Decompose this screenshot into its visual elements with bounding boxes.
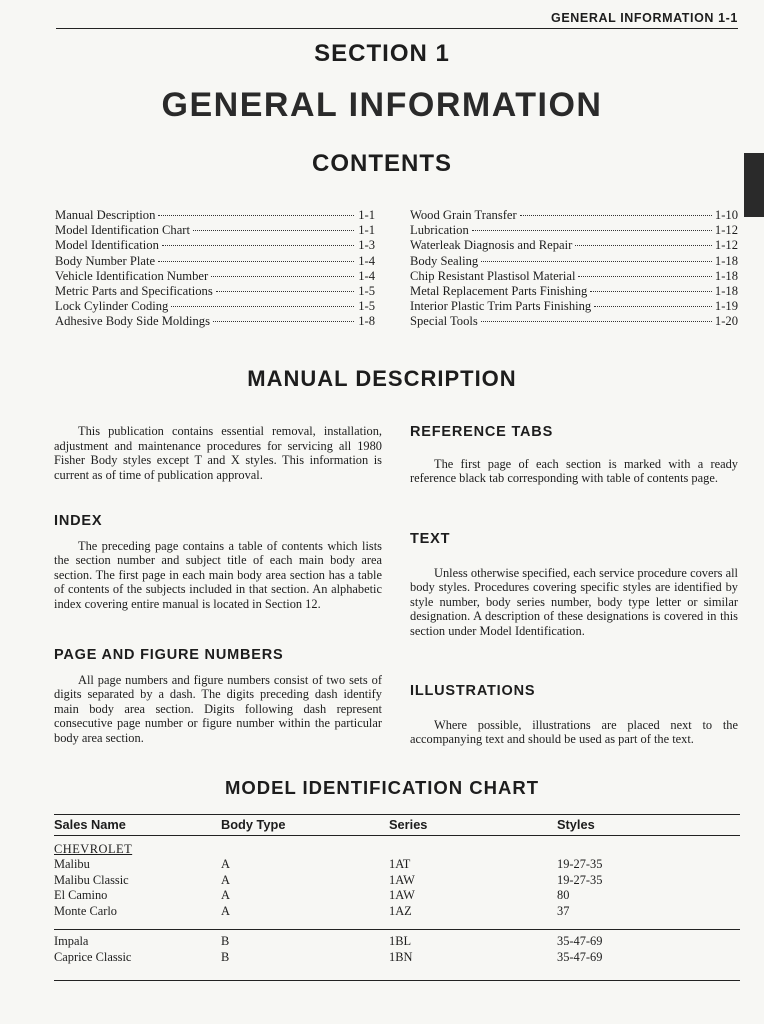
sales-name-cell: El Camino [54,888,108,903]
reference-tabs-text: The first page of each section is marked with a ready reference black tab corresponding with table of contents page. [410,456,738,486]
styles-cell: 35-47-69 [557,934,603,949]
table-row [54,934,740,950]
chart-header-rule [54,835,740,836]
chart-header-row [54,815,740,835]
toc-entry-label: Lock Cylinder Coding [55,299,169,314]
toc-leader-dots [590,291,712,292]
toc-entry [55,254,375,269]
toc-leader-dots [193,230,354,231]
section-title: GENERAL INFORMATION [161,86,603,124]
index-text: The preceding page contains a table of contents which lists the section number and subject title of each main body area section. The first page in each main body area section has a table of contents of the subjects included in that section. An alphabetic index covering entire manual is located in Section 12. [54,538,382,611]
toc-entry-label: Waterleak Diagnosis and Repair [410,238,573,253]
toc-entry [410,223,738,238]
header-body-type: Body Type [221,817,286,832]
toc-leader-dots [520,215,712,216]
body-type-cell: A [221,903,230,918]
toc-entry-page: 1-1 [358,223,375,238]
toc-leader-dots [162,245,354,246]
chart-group-a [54,857,740,919]
intro-text: This publication contains essential removal, installation, adjustment and maintenance procedures for servicing all 1980 Fisher Body styles except T and X styles. This information is current as of time of publication approval. [54,424,382,482]
intro-paragraph [54,424,382,482]
table-row [54,904,740,920]
page-figure-heading: PAGE AND FIGURE NUMBERS [54,647,284,663]
toc-entry [410,269,738,284]
model-identification-chart [54,814,740,981]
toc-entry [55,299,375,314]
text-text: Unless otherwise specified, each service procedure covers all body styles. Procedures covering specific styles are identified by style number, body series number, body type letter or similar designation. A description of these designations is covered in this section under Model Identification. [410,565,738,638]
toc-entry-label: Model Identification [55,238,159,253]
body-type-cell: A [221,888,230,903]
toc-entry-label: Interior Plastic Trim Parts Finishing [410,299,592,314]
toc-entry-label: Metal Replacement Parts Finishing [410,284,588,299]
toc-leader-dots [171,306,354,307]
series-cell: 1BL [389,934,412,949]
sales-name-cell: Malibu Classic [54,872,129,887]
series-cell: 1AW [389,888,415,903]
toc-entry-page: 1-19 [714,299,738,314]
illustrations-heading: ILLUSTRATIONS [410,683,536,699]
toc-entry [410,208,738,223]
toc-entry-page: 1-3 [358,238,375,253]
body-type-cell: B [221,934,230,949]
sales-name-cell: Caprice Classic [54,949,132,964]
styles-cell: 80 [557,888,570,903]
toc-entry-page: 1-12 [714,238,738,253]
text-section [410,532,738,639]
toc-left-column [55,208,375,330]
running-head [56,10,738,29]
toc-leader-dots [213,321,354,322]
table-row [54,950,740,966]
toc-entry-label: Metric Parts and Specifications [55,284,213,299]
toc-leader-dots [158,215,354,216]
toc-entry-label: Body Sealing [410,253,479,268]
text-heading: TEXT [410,531,451,547]
styles-cell: 19-27-35 [557,857,603,871]
header-series: Series [389,817,428,832]
body-type-cell: A [221,872,230,887]
toc-entry-page: 1-1 [358,208,375,222]
toc-entry [55,208,375,223]
header-styles: Styles [557,817,595,832]
toc-entry-label: Special Tools [410,314,478,329]
toc-entry-label: Adhesive Body Side Moldings [55,314,210,329]
chart-group-rule [54,929,740,930]
toc-entry-label: Model Identification Chart [55,223,190,238]
sales-name-cell: Malibu [54,857,90,871]
section-number: SECTION 1 [314,40,450,67]
toc-entry [410,314,738,329]
toc-entry-label: Lubrication [410,223,469,238]
index-heading: INDEX [54,513,103,529]
toc-entry-page: 1-5 [358,299,375,314]
index-section [54,514,382,612]
page-figure-section [54,648,382,746]
toc-entry-label: Body Number Plate [55,253,156,268]
body-type-cell: B [221,949,230,964]
toc-entry-page: 1-8 [358,314,375,329]
toc-leader-dots [216,291,354,292]
illustrations-section [410,684,738,747]
toc-entry-page: 1-18 [714,253,738,268]
reference-tabs-heading: REFERENCE TABS [410,424,554,440]
toc-entry [410,238,738,253]
toc-entry-label: Chip Resistant Plastisol Material [410,268,576,283]
toc-leader-dots [211,276,354,277]
toc-leader-dots [481,321,712,322]
page-figure-text: All page numbers and figure numbers consist of two sets of digits separated by a dash. The digits preceding dash identify main body area section. Digits following dash represent consecutive page number or figure number within the particular body area section. [54,672,382,745]
toc-entry [55,269,375,284]
manual-description-title: MANUAL DESCRIPTION [247,366,517,391]
illustrations-text: Where possible, illustrations are placed next to the accompanying text and should be used as part of the text. [410,717,738,747]
toc-entry-page: 1-18 [714,284,738,299]
styles-cell: 37 [557,903,570,918]
series-cell: 1AW [389,872,415,887]
toc-entry-label: Wood Grain Transfer [410,208,517,222]
toc-entry [410,284,738,299]
toc-leader-dots [578,276,711,277]
toc-entry-label: Manual Description [55,208,156,222]
toc-leader-dots [481,261,712,262]
series-cell: 1BN [389,949,413,964]
sales-name-cell: Impala [54,934,89,949]
toc-entry [55,284,375,299]
toc-entry-page: 1-4 [358,253,375,268]
toc-entry [55,238,375,253]
header-sales-name: Sales Name [54,817,126,832]
toc-entry-label: Vehicle Identification Number [55,268,209,283]
toc-entry-page: 1-5 [358,284,375,299]
toc-entry [55,223,375,238]
chart-group-b [54,934,740,965]
running-head-text: GENERAL INFORMATION 1-1 [551,11,738,25]
chart-bottom-rule [54,980,740,981]
toc-entry-page: 1-10 [714,208,738,222]
model-chart-title: MODEL IDENTIFICATION CHART [224,777,540,798]
toc-right-column [410,208,738,330]
toc-entry-page: 1-12 [714,223,738,238]
toc-leader-dots [158,261,354,262]
table-row [54,857,740,873]
toc-leader-dots [575,245,712,246]
toc-entry-page: 1-20 [714,314,738,329]
table-row [54,888,740,904]
body-type-cell: A [221,857,230,871]
make-label: CHEVROLET [54,842,133,856]
toc-entry [410,299,738,314]
contents-title: CONTENTS [312,150,452,177]
table-row [54,873,740,889]
sales-name-cell: Monte Carlo [54,903,117,918]
styles-cell: 35-47-69 [557,949,603,964]
toc-entry-page: 1-18 [714,268,738,283]
toc-entry-page: 1-4 [358,268,375,283]
series-cell: 1AZ [389,903,412,918]
toc-leader-dots [594,306,712,307]
styles-cell: 19-27-35 [557,872,603,887]
series-cell: 1AT [389,857,411,871]
toc-leader-dots [472,230,712,231]
toc-entry [55,314,375,329]
reference-tabs-section [410,425,738,486]
toc-entry [410,254,738,269]
